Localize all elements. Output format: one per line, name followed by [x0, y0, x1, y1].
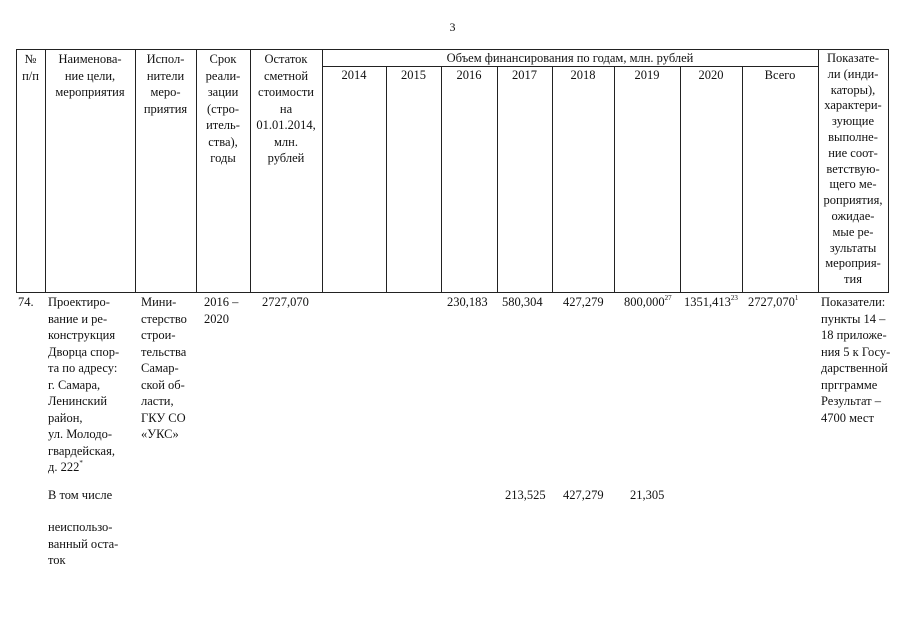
row-name-line: та по адресу:: [48, 361, 118, 375]
footnote-mark: 1: [794, 293, 799, 302]
row-indicator-line: дарственной: [821, 361, 888, 375]
header-total: Всего: [764, 68, 796, 82]
row-indicator-line: 4700 мест: [821, 410, 874, 425]
header-year-2018: 2018: [570, 68, 596, 82]
header-text: зующие: [831, 114, 875, 129]
row-term-line: 2020: [204, 311, 229, 326]
row-value-2017: 580,304: [502, 295, 543, 309]
row-indicator-line: пункты 14 –: [821, 311, 886, 326]
header-text: млн.: [274, 134, 298, 149]
row-name-line: Дворца спор-: [48, 344, 120, 359]
header-text: годы: [210, 151, 236, 165]
header-text: выполне-: [828, 129, 878, 144]
row-name-line: ул. Молодо-: [48, 427, 112, 441]
row-name-line: Ленинский: [48, 394, 108, 408]
row-indicator-line: ния 5 к Госу-: [821, 344, 891, 359]
row-value-2016: 230,183: [447, 295, 488, 309]
row-executor-line: ГКУ СО: [141, 410, 186, 425]
header-col-rest: [250, 51, 322, 167]
row-executor-line: Самар-: [141, 361, 179, 375]
row-term: [204, 294, 252, 327]
subrow-unused-line: ванный оста-: [48, 536, 119, 551]
subrow-unused-line: неиспользо-: [48, 520, 113, 534]
header-text: меро-: [150, 85, 181, 99]
header-text: мероприя-: [825, 256, 881, 271]
row-rest-value: 2727,070: [262, 295, 309, 309]
row-executor-line: «УКС»: [141, 427, 179, 441]
header-text: Срок: [209, 52, 237, 66]
row-executor-line: ской об-: [141, 377, 185, 392]
row-name-line: вание и ре-: [48, 311, 108, 326]
header-year-2019: 2019: [634, 68, 660, 82]
header-text: Испол-: [146, 52, 185, 66]
header-text: нители: [146, 68, 185, 83]
header-text: стоимости: [258, 85, 314, 99]
row-executor-line: стерство: [141, 311, 187, 326]
header-text: №: [24, 52, 37, 66]
page-number: 3: [449, 20, 456, 34]
row-name-address: д. 222: [48, 460, 80, 474]
row-executors: [141, 294, 197, 443]
header-year-2014: 2014: [341, 68, 367, 82]
row-value-2018: 427,279: [563, 295, 604, 309]
row-name-line: гвардейская,: [48, 443, 115, 458]
row-executor-line: ласти,: [141, 394, 174, 408]
header-text: ства),: [208, 134, 238, 149]
header-text: (стро-: [207, 101, 239, 116]
subrow-label: В том числе: [48, 488, 113, 502]
row-indicator-line: 18 приложе-: [821, 328, 887, 342]
subrow-unused-line: ток: [48, 553, 66, 567]
header-text: ветствую-: [826, 161, 880, 176]
row-number: 74.: [18, 295, 34, 309]
row-value-2019: 800,000: [624, 295, 665, 309]
header-text: Показате-: [826, 51, 880, 65]
row-executor-line: Мини-: [141, 295, 177, 309]
header-text: ние соот-: [828, 145, 878, 160]
header-col-executors: [135, 51, 196, 117]
header-year-2020: 2020: [698, 68, 724, 82]
header-text: ли (инди-: [827, 66, 879, 81]
header-text: роприятия,: [823, 193, 883, 208]
header-col-name: [45, 51, 135, 101]
header-text: зации: [207, 85, 239, 99]
row-term-line: 2016 –: [204, 295, 239, 309]
row-executor-line: тельства: [141, 344, 187, 359]
header-text: п/п: [22, 68, 39, 83]
header-text: щего ме-: [829, 177, 877, 192]
header-text: Остаток: [264, 52, 308, 66]
row-name-line: район,: [48, 410, 83, 425]
header-text: на: [279, 101, 293, 116]
row-indicator-line: Результат –: [821, 394, 882, 408]
header-text: рублей: [267, 151, 305, 165]
header-text: зультаты: [829, 240, 877, 255]
header-col-term: [196, 51, 250, 167]
footnote-mark: 27: [664, 293, 672, 302]
header-text: каторы),: [830, 82, 876, 97]
row-indicator-line: пргграмме: [821, 377, 878, 392]
row-name-line: конструкция: [48, 328, 116, 342]
footnote-mark: *: [79, 458, 83, 467]
header-text: реали-: [205, 68, 241, 83]
row-executor-line: строи-: [141, 328, 176, 342]
header-text: мероприятия: [55, 85, 125, 99]
header-text: приятия: [143, 101, 188, 116]
row-name: [48, 294, 134, 476]
subrow-value-2019: 21,305: [630, 488, 665, 502]
row-value-2020-wrap: [684, 294, 738, 311]
row-indicator-line: Показатели:: [821, 295, 886, 309]
row-total-value: 2727,070: [748, 295, 795, 309]
row-name-line: г. Самара,: [48, 377, 101, 392]
row-value-2019-wrap: [624, 294, 672, 311]
header-text: итель-: [206, 118, 240, 132]
subrow-value-2017: 213,525: [505, 488, 546, 502]
row-name-line: Проектиро-: [48, 295, 110, 309]
header-text: тия: [844, 272, 862, 287]
header-col-indicators: [818, 51, 888, 288]
header-text: ние цели,: [64, 68, 116, 83]
subrow-value-2018: 427,279: [563, 488, 604, 502]
header-text: сметной: [263, 68, 309, 83]
header-text: ожидае-: [831, 208, 875, 223]
header-text: мые ре-: [832, 224, 874, 239]
row-total-wrap: [748, 294, 798, 311]
header-text: характери-: [824, 98, 882, 113]
header-funding-group: Объем финансирования по годам, млн. рублей: [446, 51, 694, 65]
row-indicators: [821, 294, 903, 426]
header-col-number: [16, 51, 45, 84]
header-year-2017: 2017: [512, 68, 537, 82]
header-year-2015: 2015: [401, 68, 426, 82]
header-year-2016: 2016: [456, 68, 482, 82]
footnote-mark: 23: [730, 293, 738, 302]
header-text: 01.01.2014,: [256, 118, 316, 132]
subrow-unused-label: [48, 519, 138, 569]
row-name-line-last: [48, 459, 134, 476]
header-text: Наименова-: [58, 52, 122, 66]
row-value-2020: 1351,413: [684, 295, 731, 309]
